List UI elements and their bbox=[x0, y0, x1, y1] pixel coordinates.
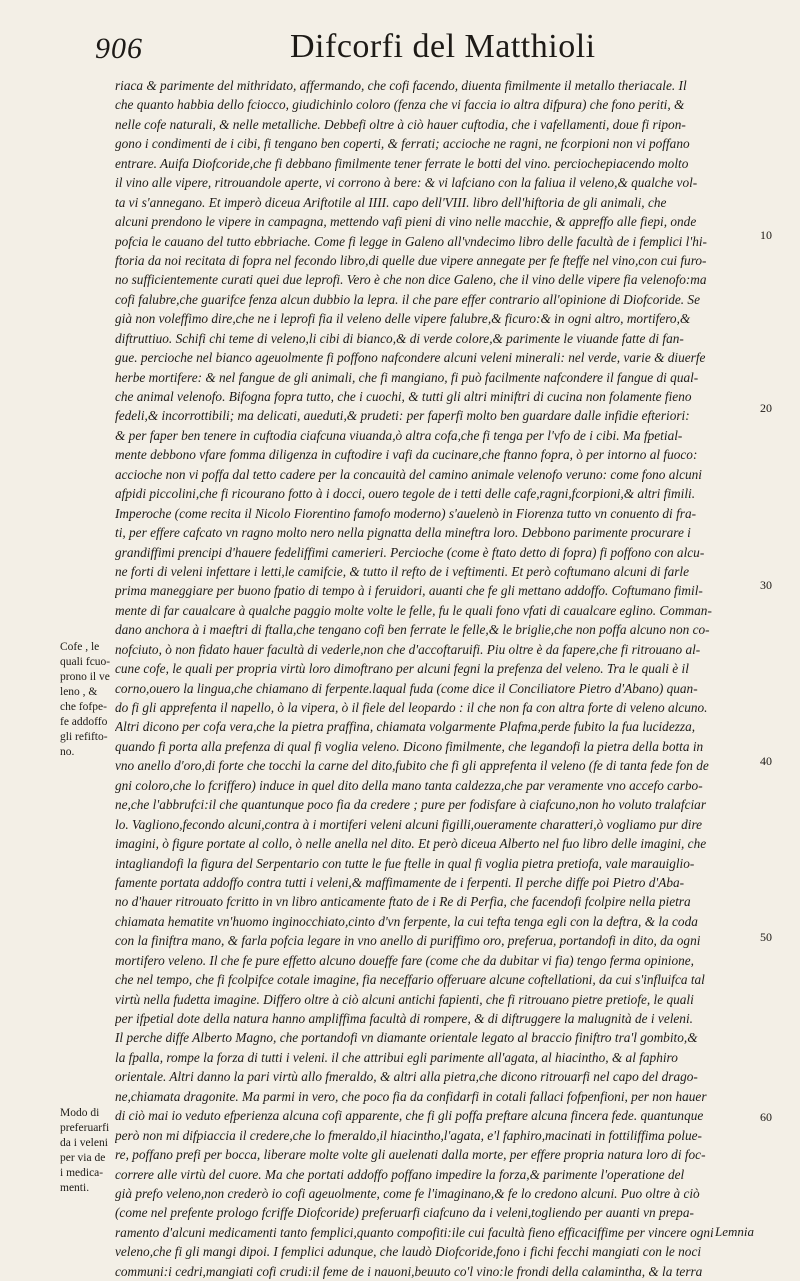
marginal-note-line: che fofpe- bbox=[60, 701, 107, 713]
text-line: di ciò mai io veduto efperienza alcuna cofi apparente, che fi gli poffa preftare alcuna fincera fede. quantunque bbox=[115, 1108, 704, 1124]
main-text-block bbox=[115, 76, 755, 1281]
marginal-note-line: Modo di bbox=[60, 1107, 100, 1119]
text-line: mente debbono vfare fomma diligenza in cuftodire i vafi da cucinare,che ftanno fopra, ò per intorno al fuoco: bbox=[115, 447, 698, 463]
text-line: herbe mortifere: & nel fangue de gli animali, che fi mangiano, fi può facilmente nafcondere il fangue di qual- bbox=[115, 369, 699, 385]
text-line: diftruttiuo. Schifi chi teme di veleno,li cibi di bianco,& di verde colore,& parimente le viuande fatte di fan- bbox=[115, 330, 684, 346]
text-line: chiamata hematite vn'huomo inginocchiato,cinto d'vn ferpente, la cui tefta tenga egli con la deftra, & la coda bbox=[115, 913, 698, 929]
marginal-note-line: Cofe , le bbox=[60, 641, 100, 653]
marginal-note-2 bbox=[60, 1106, 118, 1196]
text-line: vno anello d'oro,di forte che tocchi la carne del dito,fubito che fi gli apprefenta il veleno (fe di tanta fede fon de bbox=[115, 758, 709, 774]
line-number: 10 bbox=[760, 228, 772, 242]
text-line: però non mi difpiaccia il credere,che lo fmeraldo,il hiacintho,l'agata, e'l faphiro,macinati in fottiliffima polue- bbox=[115, 1127, 702, 1143]
text-line: no d'hauer ritrouato fcritto in vn libro anticamente ftato de i Re di Perfia, che facendofi fcolpire nella pietra bbox=[115, 894, 691, 910]
text-line: mortifero veleno. Il che fe pure effetto alcuno doueffe fare (come che da dubitar vi fia) tengo ferma opinione, bbox=[115, 952, 694, 968]
text-line: ftoria da noi recitata di fopra nel fecondo libro,di quelle due vipere annegate per fe fteffe nel vino,con cui furo- bbox=[115, 252, 707, 268]
text-line: famente portata addoffo contra tutti i veleni,& maffimamente de i ferpenti. Il perche diffe poi Pietro d'Aba- bbox=[115, 874, 685, 890]
text-line: re, poffano prefi per bocca, liberare molte volte gli auelenati dalla morte, per effere propria natura loro di foc- bbox=[115, 1147, 706, 1163]
text-line: Il perche diffe Alberto Magno, che portandofi vn diamante orientale legato al braccio finiftro tra'l gombito,& bbox=[115, 1030, 698, 1046]
text-line: ti, per effere cafcato vn ragno molto nero nella pignatta della mineftra loro. Debbono parimente procurare i bbox=[115, 525, 691, 541]
marginal-note-line: no. bbox=[60, 746, 75, 758]
text-line: alcuni prendono le vipere in campagna, mettendo vafi pieni di vino nelle macchie, & appreffo alle fiepi, onde bbox=[115, 214, 697, 230]
text-line: per ifpetial dote della natura hanno ampliffima facultà di rompere, & di diftruggere la malugnità de i veleni. bbox=[115, 1011, 693, 1026]
text-line: ne,che l'abbrufci:il che quantunque poco fia da credere ; pure per fodisfare à ciafcuno,non ho voluto tralafciar bbox=[115, 797, 706, 813]
text-line: accioche non vi poffa dal tetto cadere per la concauità del camino animale velenofo veruno: come fono alcuni bbox=[115, 466, 702, 482]
text-line: Altri dicono per cofa vera,che la pietra praffina, chiamata volgarmente Plafma,perde fubito la fua lucidezza, bbox=[115, 719, 696, 735]
running-title: Difcorfi del Matthioli bbox=[290, 28, 596, 65]
marginal-note-line: gli refifto- bbox=[60, 731, 108, 743]
text-line: gue. percioche nel bianco ageuolmente fi poffono nafcondere alcuni veleni minerali: nel verde, varie & diuerfe bbox=[115, 350, 706, 366]
text-line: ta vi s'annegano. Et imperò diceua Ariftotile al IIII. capo dell'VIII. libro dell'hiftoria de gli animali, che bbox=[115, 194, 667, 210]
text-line: nofciuto, ò non fidato hauer facultà di vederle,non che d'accoftaruifi. Piu oltre è da fapere,che fi ritrouano al- bbox=[115, 641, 701, 657]
text-line: corno,ouero la lingua,che chiamano di ferpente.laqual fuda (come dice il Conciliatore Pietro d'Abano) quan- bbox=[115, 680, 698, 696]
text-line: mente di far caualcare à qualche paggio molte volte le felle, fu le quali fono vfati di caualcare eglino. Comman- bbox=[115, 602, 712, 618]
marginal-note-line: quali fcuo- bbox=[60, 656, 111, 668]
text-line: che nel tempo, che fi fcolpifce cotale imagine, fia neceffario offeruare alcune coftellationi, da cui s'influifca tal bbox=[115, 972, 705, 988]
marginal-note-line: menti. bbox=[60, 1182, 90, 1194]
text-line: nelle cofe naturali, & nelle metalliche. Debbefi oltre à ciò hauer cuftodia, che i vafellamenti, doue fi ripon- bbox=[115, 116, 686, 132]
text-line: pofcia le cauano del tutto ebbriache. Come fi legge in Galeno all'vndecimo libro delle facultà de i femplici l'hi- bbox=[115, 233, 707, 249]
text-line: afpidi piccolini,che fi ricourano fotto à i docci, ouero tegole de i tetti delle cafe,ragni,fcorpioni,& altri fimili. bbox=[115, 486, 696, 502]
text-line: la fpalla, rompe la forza di tutti i veleni. il che attribui egli parimente all'agata, al hiacintho, & al faphiro bbox=[115, 1049, 678, 1065]
page-number: 906 bbox=[95, 32, 143, 65]
text-line: cofi falubre,che guarifce fenza alcun dubbio la lepra. il che pare effer contrario all'opinione di Diofcoride. Se bbox=[115, 291, 700, 307]
text-line: virtù nella fudetta imagine. Differo oltre à ciò alcuni antichi fapienti, che fi ritrouano pietre pretiofe, le quali bbox=[115, 991, 694, 1007]
text-line: quando fi porta alla prefenza di qual fi voglia veleno. Dicono fimilmente, che legandofi la pietra della botta in bbox=[115, 738, 704, 754]
marginal-note-line: prono il ve bbox=[60, 671, 110, 683]
text-line: ne forti di veleni infettare i letti,le camifcie, & tutto il refto de i veftimenti. Et però coftumano alcuni di farle bbox=[115, 563, 689, 579]
text-line: con la finiftra mano, & farla pofcia legare in vno anello di puriffimo oro, preferua, portandofi in dito, da ogni bbox=[115, 933, 701, 949]
line-number: 20 bbox=[760, 401, 772, 415]
text-line: grandiffimi prencipi d'hauere fedeliffimi camerieri. Percioche (come è ftato detto di fopra) fi poffono con alcu- bbox=[115, 544, 705, 560]
text-line: entrare. Auifa Diofcoride,che fi debbano fimilmente tener ferrate le botti del vino. perciochepiacendo molto bbox=[115, 155, 689, 171]
text-line: communi:i cedri,mangiati cofi crudi:il feme de i nauoni,beuuto co'l vino:le frondi della calaminthа, & la terra bbox=[115, 1263, 703, 1279]
line-number: 60 bbox=[760, 1110, 772, 1124]
text-line: correre alle virtù del cuore. Ma che portati addoffo poffano impedire la forza,& parimente l'operatione del bbox=[115, 1166, 685, 1182]
text-line: gono i condimenti de i cibi, fi tengano ben coperti, & ferrati; accioche ne ragni, ne fcorpioni non vi poffano bbox=[115, 136, 690, 152]
marginal-note-line: per via de bbox=[60, 1152, 106, 1164]
text-line: ramento d'alcuni medicamenti tanto femplici,quanto compofiti:ile cui facultà fieno efficaciffime per vincere ogni bbox=[115, 1224, 714, 1240]
text-line: cune cofe, le quali per propria virtù loro dimoftrano per alcuni fegni la prefenza del veleno. Tra le quali è il bbox=[115, 661, 689, 677]
marginal-note-line: da i veleni bbox=[60, 1137, 108, 1149]
text-line: veleno,che fi gli mangi dipoi. I femplici adunque, che laudò Diofcoride,fono i fichi fecchi mangiati con le noci bbox=[115, 1244, 702, 1260]
text-line: no sufficientemente curati quei due leprofi. Vero è che non dice Galeno, che il vino delle vipere fia velenofo:ma bbox=[115, 272, 707, 288]
text-line: lo. Vagliono,fecondo alcuni,contra à i mortiferi veleni alcuni figilli,oueramente charatteri,ò vogliamo pur dire bbox=[115, 816, 703, 832]
text-line: intagliandofi la figura del Serpentario con tutte le fue ftelle in qual fi voglia pietra pretiofa, vale marauigliо- bbox=[115, 855, 695, 871]
text-line: già prefo veleno,non crederò io cofi ageuolmente, come fe l'imaginano,& fe lo credono alcuni. Puo oltre à ciò bbox=[115, 1185, 700, 1201]
text-line: già non voleffimo dire,che ne i leprofi fia il veleno delle vipere falubre,& ficuro:& in ogni altro, mortifero,& bbox=[115, 311, 691, 327]
line-number: 50 bbox=[760, 930, 772, 944]
text-line: (come nel prefente prologo fcriffe Diofcoride) preferuarfi ciafcuno da i veleni,togliendo per auanti vn prepa- bbox=[115, 1205, 694, 1221]
text-line: imagini, ò figure portate al collo, ò nelle anella nel dito. Et però diceua Alberto nel fuo libro delle imagini, che bbox=[115, 836, 707, 852]
line-number: 30 bbox=[760, 578, 772, 592]
marginal-note-line: i medica- bbox=[60, 1167, 104, 1179]
catchword: Lemnia bbox=[715, 1224, 754, 1239]
marginal-note-line: leno , & bbox=[60, 686, 98, 698]
marginal-note-1 bbox=[60, 640, 118, 760]
text-line: Imperoche (come recita il Nicolo Fiorentino famofo moderno) s'auelenò in Fiorenza tutto vn conuento di fra- bbox=[115, 505, 697, 521]
line-number: 40 bbox=[760, 754, 772, 768]
text-line: gni coloro,che lo fcriffero) induce in quel dito della mano tanta caldezza,che par veramente vno accefo carbo- bbox=[115, 777, 703, 793]
marginal-note-line: preferuarfi bbox=[60, 1122, 110, 1134]
text-line: che animal velenofo. Bifogna fopra tutto, che i cuochi, & tutti gli altri miniftri di cucina non folamente fieno bbox=[115, 389, 692, 404]
text-line: riaca & parimente del mithridato, affermando, che cofi facendo, diuenta fimilmente il metallo theriacale. Il bbox=[115, 78, 687, 93]
text-line: & per faper ben tenere in cuftodia ciafcuna viuanda,ò altra cofa,che fi tenga per l'vfo de i cibi. Ma fpetial- bbox=[115, 427, 683, 443]
text-line: fedeli,& incorrottibili; ma delicati, aueduti,& prudeti: per faperfi molto ben guardare dalle infidie efteriori: bbox=[115, 408, 690, 424]
text-line: orientale. Altri danno la pari virtù allo fmeraldo, & altri alla pietra,che dicono ritrouarfi nel capo del drago- bbox=[115, 1069, 698, 1085]
marginal-note-line: fe addoffo bbox=[60, 716, 108, 728]
text-line: dano anchora à i maeftri di ftalla,che tengano cofi ben ferrate le felle,& le briglie,che non poffa alcuno non co- bbox=[115, 622, 710, 638]
text-line: ne,chiamata dragonite. Ma parmi in vero, che poco fia da confidarfi in cotali fallaci fofpenfioni, per non hauer bbox=[115, 1088, 707, 1104]
text-line: il vino alle vipere, ritrouandole aperte, vi corrono à bere: & vi lafciano con la faliua il veleno,& qualche vol- bbox=[115, 175, 698, 191]
text-line: prima maneggiare per buono fpatio di tempo à i feruidori, auanti che fe gli mettano addoffo. Coftumano fimil- bbox=[115, 583, 703, 599]
text-line: che quanto habbia dello fciocco, giudichinlo coloro (fenza che vi faccia io altra difpura) che fono periti, & bbox=[115, 97, 685, 113]
text-line: do fi gli apprefenta il napello, ò la vipera, ò il fiele del leopardo : il che non fa con altra forte di veleno alcuno. bbox=[115, 700, 708, 715]
